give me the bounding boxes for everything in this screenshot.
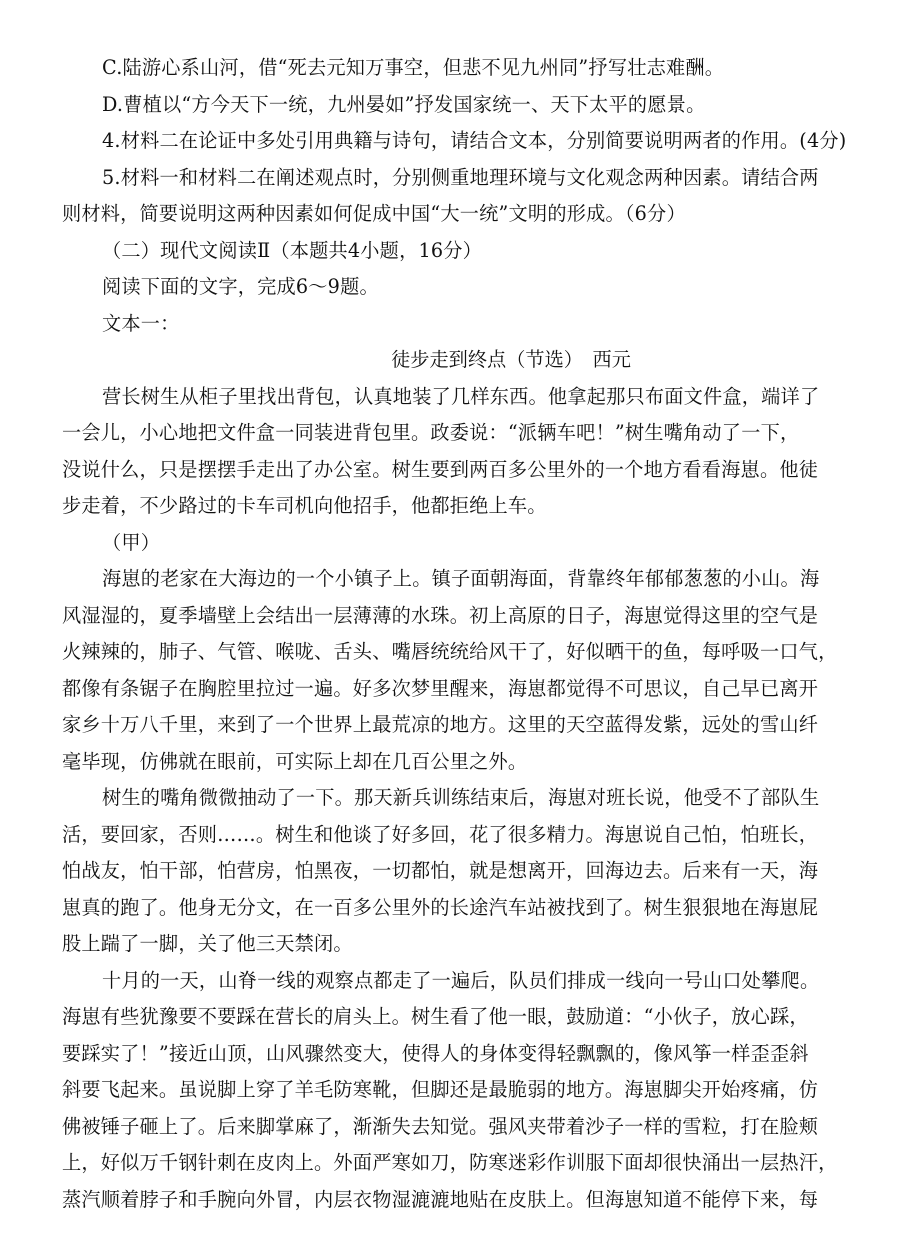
question-5-line-1: 5.材料一和材料二在阐述观点时，分别侧重地理环境与文化观念两种因素。请结合两 — [102, 165, 819, 189]
paragraph-line: 怕战友，怕干部，怕营房，怕黑夜，一切都怕，就是想离开，回海边去。后来有一天，海 — [62, 859, 819, 882]
paragraph-line: 树生的嘴角微微抽动了一下。那天新兵训练结束后，海崽对班长说，他受不了部队生 — [102, 786, 820, 809]
paragraph-3 — [62, 780, 860, 963]
section-heading: （二）现代文阅读Ⅱ（本题共4小题，16分） — [102, 238, 483, 262]
option-d: D.曹植以“方今天下一统，九州晏如”抒发国家统一、天下太平的愿景。 — [102, 92, 706, 116]
paragraph-line: 风湿湿的，夏季墙壁上会结出一层薄薄的水珠。初上高原的日子，海崽觉得这里的空气是 — [62, 603, 819, 627]
text-label: 文本一： — [102, 311, 180, 335]
paragraph-line: 十月的一天，山脊一线的观察点都走了一遍后，队员们排成一线向一号山口处攀爬。 — [102, 968, 820, 992]
paragraph-line: 佛被锤子砸上了。后来脚掌麻了，渐渐失去知觉。强风夹带着沙子一样的雪粒，打在脸颊 — [62, 1114, 819, 1138]
paragraph-line: 家乡十万八千里，来到了一个世界上最荒凉的地方。这里的天空蓝得发紫，远处的雪山纤 — [62, 713, 819, 736]
article-title: 徒步走到终点（节选） 西元 — [391, 348, 631, 371]
paragraph-line: 没说什么，只是摆摆手走出了办公室。树生要到两百多公里外的一个地方看看海崽。他徒 — [62, 457, 819, 481]
paragraph-line: 上，好似万千钢针刺在皮肉上。外面严寒如刀，防寒迷彩作训服下面却很快涌出一层热汗， — [62, 1151, 838, 1174]
question-5-line-2: 则材料，简要说明这两种因素如何促成中国“大一统”文明的形成。（6分） — [62, 202, 686, 225]
paragraph-line: 海崽有些犹豫要不要踩在营长的肩头上。树生看了他一眼，鼓励道：“小伙子，放心踩， — [62, 1005, 809, 1028]
paragraph-line: 崽真的跑了。他身无分文，在一百多公里外的长途汽车站被找到了。树生狠狠地在海崽屁 — [62, 895, 819, 919]
question-4: 4.材料二在论证中多处引用典籍与诗句，请结合文本，分别简要说明两者的作用。(4分) — [102, 129, 847, 152]
paragraph-line: 火辣辣的，肺子、气管、喉咙、舌头、嘴唇统统给风干了，好似晒干的鱼，每呼吸一口气， — [62, 640, 838, 663]
paragraph-2 — [62, 561, 860, 780]
paragraph-line: 海崽的老家在大海边的一个小镇子上。镇子面朝海面，背靠终年郁郁葱葱的小山。海 — [102, 567, 820, 590]
paragraph-line: 一会儿，小心地把文件盒一同装进背包里。政委说：“派辆车吧！”树生嘴角动了一下， — [62, 421, 800, 444]
paragraph-line: 股上踹了一脚，关了他三天禁闭。 — [62, 932, 353, 955]
paragraph-line: 活，要回家，否则……。树生和他谈了好多回，花了很多精力。海崽说自己怕，怕班长， — [62, 822, 819, 846]
paragraph-line: 要踩实了！”接近山顶，山风骤然变大，使得人的身体变得轻飘飘的，像风筝一样歪歪斜 — [62, 1041, 809, 1065]
paragraph-1 — [62, 379, 860, 525]
paragraph-line: 蒸汽顺着脖子和手腕向外冒，内层衣物湿漉漉地贴在皮肤上。但海崽知道不能停下来，每 — [62, 1187, 819, 1211]
option-c: C.陆游心系山河，借“死去元知万事空，但悲不见九州同”抒写壮志难酬。 — [102, 56, 725, 79]
section-instruction: 阅读下面的文字，完成6～9题。 — [102, 275, 379, 298]
paragraph-line: 斜要飞起来。虽说脚上穿了羊毛防寒靴，但脚还是最脆弱的地方。海崽脚尖开始疼痛，仿 — [62, 1078, 819, 1101]
paragraph-line: 毫毕现，仿佛就在眼前，可实际上却在几百公里之外。 — [62, 749, 528, 773]
section-marker: （甲） — [102, 530, 161, 554]
paragraph-line: 营长树生从柜子里找出背包，认真地装了几样东西。他拿起那只布面文件盒，端详了 — [102, 384, 820, 408]
paragraph-line: 都像有条锯子在胸腔里拉过一遍。好多次梦里醒来，海崽都觉得不可思议，自己早已离开 — [62, 676, 819, 700]
paragraph-4 — [62, 963, 860, 1219]
paragraph-line: 步走着，不少路过的卡车司机向他招手，他都拒绝上车。 — [62, 494, 547, 517]
